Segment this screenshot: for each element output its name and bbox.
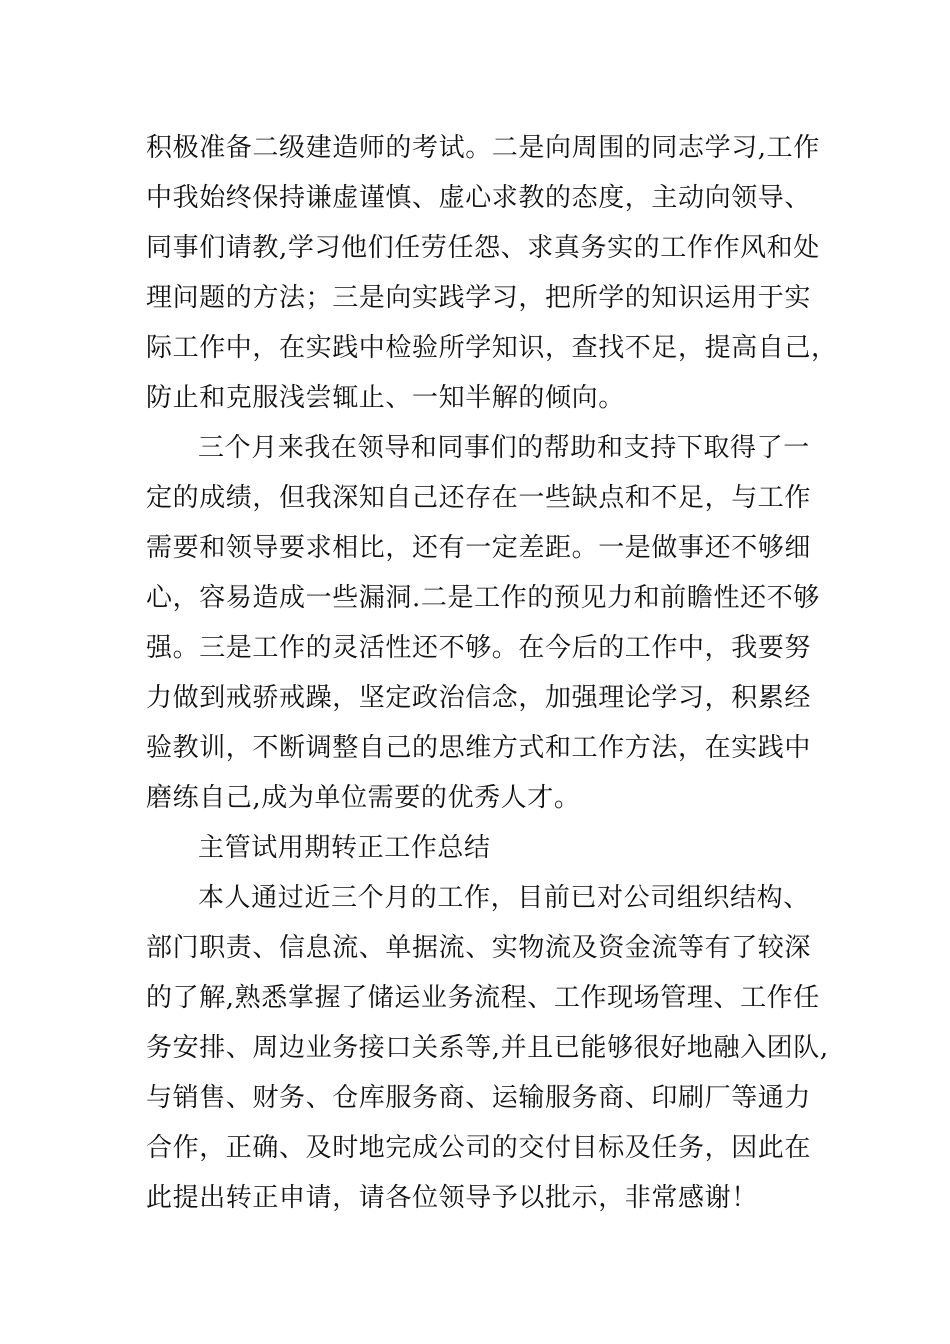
text-line: 际工作中，在实践中检验所学知识，查找不足，提高自己， bbox=[146, 333, 838, 363]
text-line: 同事们请教,学习他们任劳任怨、求真务实的工作作风和处 bbox=[146, 233, 820, 263]
text-line: 务安排、周边业务接口关系等,并且已能够很好地融入团队, bbox=[146, 1033, 829, 1063]
text-line: 此提出转正申请，请各位领导予以批示，非常感谢！ bbox=[146, 1183, 758, 1213]
paragraph-first-line: 本人通过近三个月的工作，目前已对公司组织结构、 bbox=[198, 883, 810, 913]
paragraph-first-line: 三个月来我在领导和同事们的帮助和支持下取得了一 bbox=[198, 433, 810, 463]
text-line: 理问题的方法；三是向实践学习，把所学的知识运用于实 bbox=[146, 283, 812, 313]
text-line: 与销售、财务、仓库服务商、运输服务商、印刷厂等通力 bbox=[146, 1083, 812, 1113]
section-title: 主管试用期转正工作总结 bbox=[198, 833, 491, 863]
text-line: 需要和领导要求相比，还有一定差距。一是做事还不够细 bbox=[146, 533, 812, 563]
text-line: 积极准备二级建造师的考试。二是向周围的同志学习,工作 bbox=[146, 133, 820, 163]
text-line: 力做到戒骄戒躁，坚定政治信念，加强理论学习，积累经 bbox=[146, 683, 812, 713]
text-line: 验教训，不断调整自己的思维方式和工作方法，在实践中 bbox=[146, 733, 812, 763]
text-line: 强。三是工作的灵活性还不够。在今后的工作中，我要努 bbox=[146, 633, 812, 663]
text-line: 合作，正确、及时地完成公司的交付目标及任务，因此在 bbox=[146, 1133, 812, 1163]
text-line: 定的成绩，但我深知自己还存在一些缺点和不足，与工作 bbox=[146, 483, 812, 513]
text-line: 防止和克服浅尝辄止、一知半解的倾向。 bbox=[146, 383, 625, 413]
text-line: 中我始终保持谦虚谨慎、虚心求教的态度，主动向领导、 bbox=[146, 183, 812, 213]
text-line: 部门职责、信息流、单据流、实物流及资金流等有了较深 bbox=[146, 933, 812, 963]
text-line: 磨练自己,成为单位需要的优秀人才。 bbox=[146, 783, 581, 813]
text-line: 心，容易造成一些漏洞.二是工作的预见力和前瞻性还不够 bbox=[146, 583, 820, 613]
text-line: 的了解,熟悉掌握了储运业务流程、工作现场管理、工作任 bbox=[146, 983, 820, 1013]
